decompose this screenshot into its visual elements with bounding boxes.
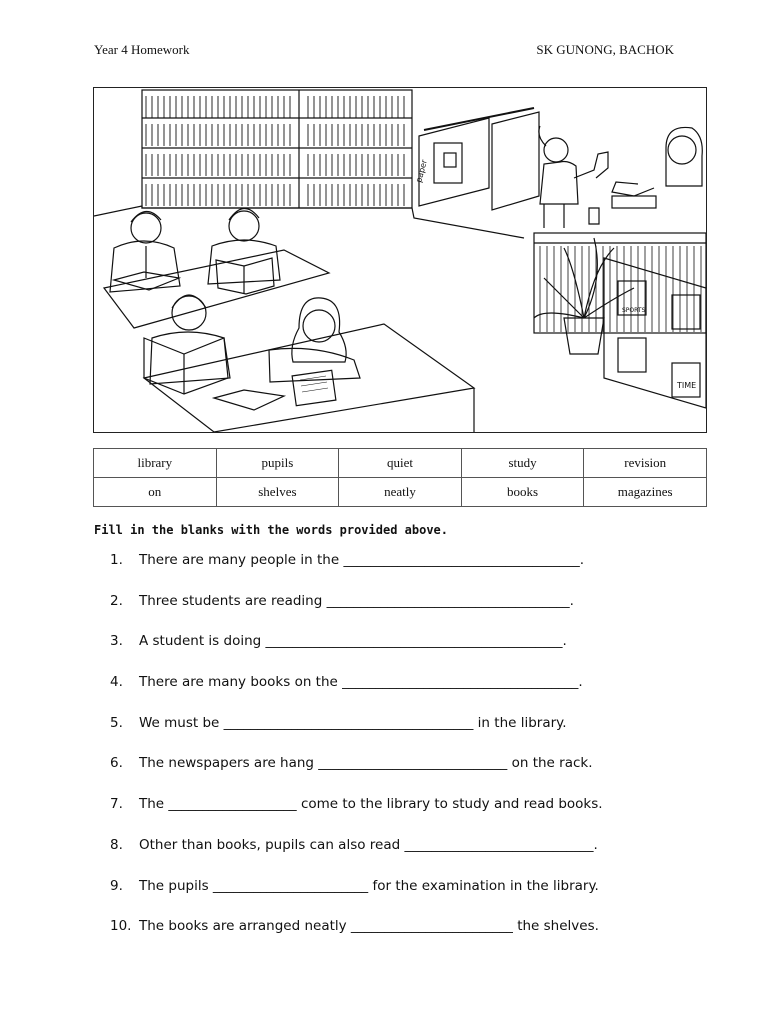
question-text: There are many people in the ___________________________________. (139, 552, 584, 568)
word-bank-row (94, 449, 707, 478)
question-number: 4. (110, 674, 123, 691)
question-item (110, 915, 690, 956)
potted-plant (534, 238, 634, 354)
question-number: 10. (110, 918, 132, 935)
question-number: 6. (110, 755, 123, 772)
word-cell: library (94, 449, 217, 478)
word-cell: revision (584, 449, 707, 478)
time-sign-text: TIME (677, 381, 697, 390)
question-number: 9. (110, 877, 123, 894)
word-cell: study (461, 449, 584, 478)
question-text: We must be _____________________________________ in the library. (139, 714, 567, 731)
library-illustration (93, 87, 707, 433)
boy-reading-middle (208, 208, 280, 294)
bookshelf (142, 90, 412, 208)
question-item (110, 793, 690, 834)
newspaper-rack (414, 108, 539, 210)
word-cell: quiet (339, 449, 462, 478)
question-text: The ___________________ come to the library to study and read books. (139, 796, 603, 813)
question-text: The pupils _______________________ for the examination in the library. (139, 877, 599, 894)
question-number: 8. (110, 836, 123, 853)
word-cell: magazines (584, 478, 707, 507)
sports-sign-text: SPORTS (622, 307, 646, 314)
question-text: The newspapers are hang ____________________________ on the rack. (139, 755, 593, 772)
question-text: Other than books, pupils can also read ____________________________. (139, 836, 598, 853)
question-item (110, 671, 690, 712)
library-scene (94, 88, 706, 432)
girl-reading (144, 295, 284, 410)
question-list (110, 549, 690, 956)
question-number: 2. (110, 592, 123, 609)
question-item (110, 712, 690, 753)
student-at-counter (539, 126, 608, 228)
question-text: Three students are reading ____________________________________. (139, 592, 574, 609)
question-number: 3. (110, 633, 123, 650)
question-number: 5. (110, 714, 123, 731)
header-left: Year 4 Homework (94, 42, 190, 57)
question-item (110, 590, 690, 631)
word-bank-table (93, 448, 707, 507)
word-cell: neatly (339, 478, 462, 507)
question-text: A student is doing ____________________________________________. (139, 633, 567, 650)
question-item (110, 834, 690, 875)
word-bank-row (94, 478, 707, 507)
question-item (110, 549, 690, 590)
svg-text:paper: paper (414, 158, 429, 184)
word-cell: on (94, 478, 217, 507)
question-text: The books are arranged neatly ________________________ the shelves. (139, 918, 599, 935)
word-cell: shelves (216, 478, 339, 507)
question-number: 1. (110, 552, 123, 568)
librarian-counter (534, 233, 706, 333)
question-item (110, 752, 690, 793)
front-table (144, 324, 474, 432)
question-text: There are many books on the ___________________________________. (139, 674, 583, 691)
word-cell: pupils (216, 449, 339, 478)
librarian (612, 127, 702, 208)
instruction-text: Fill in the blanks with the words provided above. (94, 523, 449, 537)
question-item (110, 875, 690, 916)
header-right: SK GUNONG, BACHOK (536, 42, 674, 57)
word-cell: books (461, 478, 584, 507)
question-number: 7. (110, 796, 123, 813)
girl-writing (269, 298, 360, 406)
question-item (110, 630, 690, 671)
